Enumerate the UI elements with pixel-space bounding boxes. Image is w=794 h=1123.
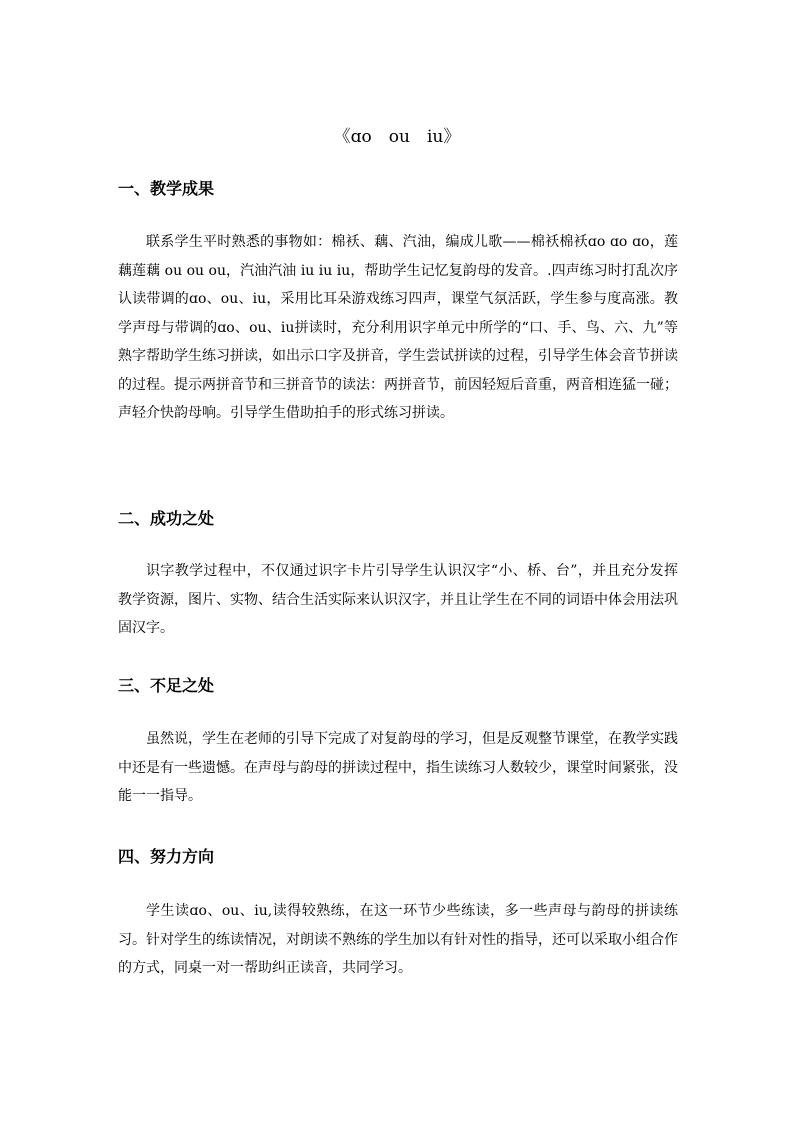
section-heading-shortcomings: 三、不足之处 xyxy=(118,676,215,695)
document-title: 《ɑo ou iu》 xyxy=(333,127,461,147)
section-paragraph-improvement-direction: 学生读ɑo、ou、iu,读得较熟练，在这一环节少些练读，多一些声母与韵母的拼读练习。针对学生的练读情况，对朗读不熟练的学生加以有针对性的指导，还可以采取小组合作的方式，同桌一对一帮助纠正读音，共同学习。 xyxy=(118,903,678,976)
section-heading-teaching-results: 一、教学成果 xyxy=(118,179,215,198)
section-heading-improvement-direction: 四、努力方向 xyxy=(118,847,215,866)
section-heading-successes: 二、成功之处 xyxy=(118,509,215,528)
section-paragraph-successes: 识字教学过程中，不仅通过识字卡片引导学生认识汉字“小、桥、台”，并且充分发挥教学资源，图片、实物、结合生活实际来认识汉字，并且让学生在不同的词语中体会用法巩固汉字。 xyxy=(118,563,678,636)
section-paragraph-teaching-results: 联系学生平时熟悉的事物如：棉袄、藕、汽油，编成儿歌——棉袄棉袄ɑo ɑo ɑo，莲藕莲藕 ou ou ou，汽油汽油 iu iu iu，帮助学生记忆复韵母的发音。.四声练习时打乱次序认读带调的ɑo、ou、iu，采用比耳朵游戏练习四声，课堂气氛活跃，学生参与度高涨。教学声母与带调的ɑo、ou、iu拼读时，充分利用识字单元中所学的“口、手、鸟、六、九”等熟字帮助学生练习拼读，如出示口字及拼音，学生尝试拼读的过程，引导学生体会音节拼读的过程。提示两拼音节和三拼音节的读法：两拼音节，前因轻短后音重，两音相连猛一碰；声轻介快韵母响。引导学生借助拍手的形式练习拼读。 xyxy=(118,234,678,421)
section-paragraph-shortcomings: 虽然说，学生在老师的引导下完成了对复韵母的学习，但是反观整节课堂，在教学实践中还是有一些遗憾。在声母与韵母的拼读过程中，指生读练习人数较少，课堂时间紧张，没能一一指导。 xyxy=(118,731,678,804)
